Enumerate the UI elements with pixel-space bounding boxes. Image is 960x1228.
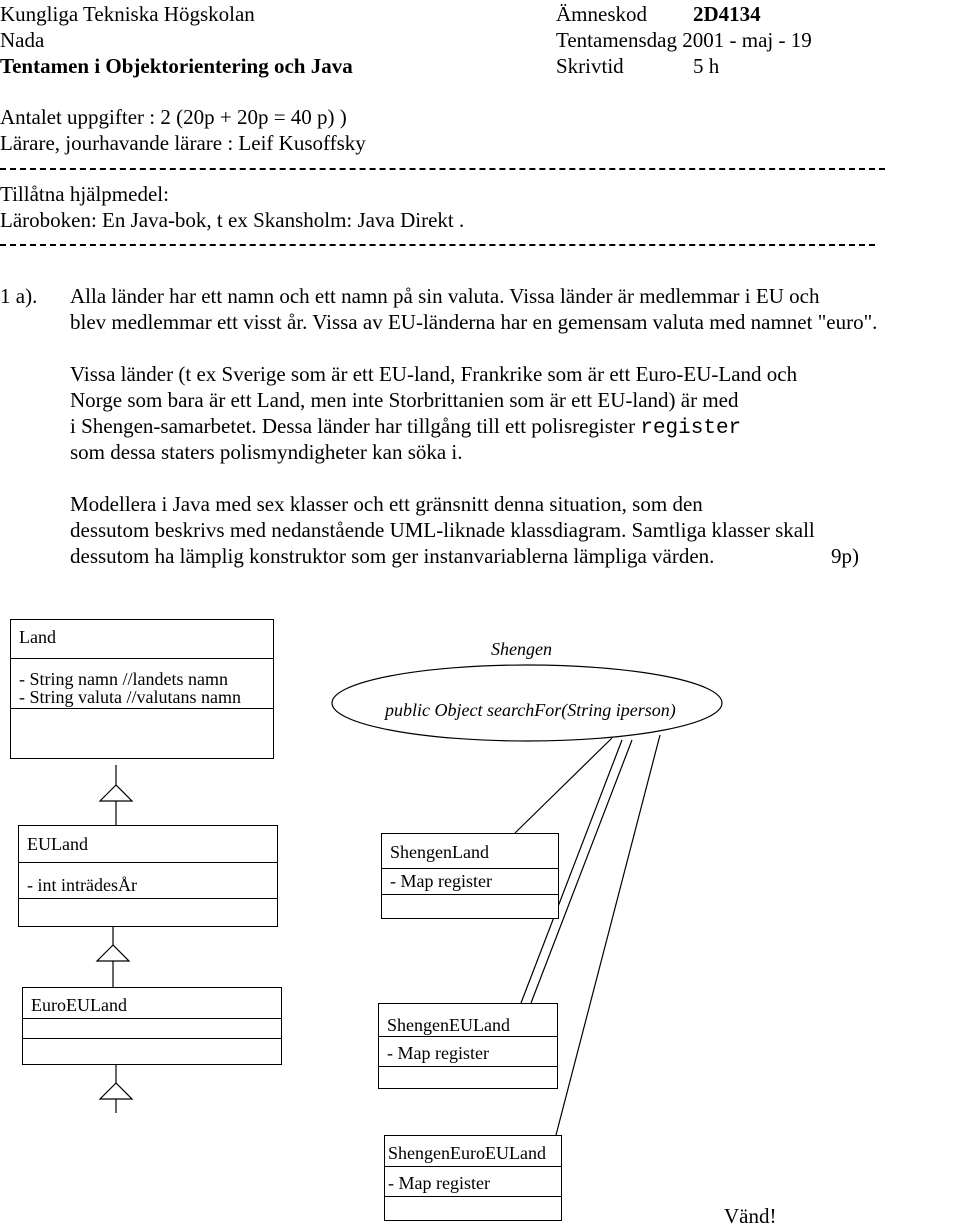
task-p2-line1: Vissa länder (t ex Sverige som är ett EU-land, Frankrike som är ett Euro-EU-Land och xyxy=(70,362,798,386)
class-shengeneuroeuland-attr: - Map register xyxy=(388,1173,490,1193)
inherit-arrow-land xyxy=(100,785,132,801)
task-p2-line4: som dessa staters polismyndigheter kan söka i. xyxy=(70,440,463,464)
interface-shengen-name: Shengen xyxy=(491,639,552,659)
class-euland xyxy=(18,825,278,927)
class-shengeneuland-attr: - Map register xyxy=(387,1043,489,1063)
class-land-attr-1: - String namn //landets namn xyxy=(19,669,228,689)
aids-text: Läroboken: En Java-bok, t ex Skansholm: Java Direkt . xyxy=(0,208,465,232)
turn-page: Vänd! xyxy=(724,1204,777,1228)
exam-date: Tentamensdag 2001 - maj - 19 xyxy=(556,28,812,52)
school-name: Kungliga Tekniska Högskolan xyxy=(0,2,255,26)
aids-label: Tillåtna hjälpmedel: xyxy=(0,182,169,206)
class-land-name: Land xyxy=(19,627,56,647)
class-euroeuland xyxy=(22,987,282,1065)
task-p2-line2: Norge som bara är ett Land, men inte Storbrittanien som är ett EU-land) är med xyxy=(70,388,739,412)
class-shengenland-attr: - Map register xyxy=(390,871,492,891)
class-shengeneuroeuland xyxy=(384,1135,562,1221)
class-euland-attr: - int inträdesÅr xyxy=(27,875,137,895)
class-euroeuland-name: EuroEULand xyxy=(31,995,127,1015)
department: Nada xyxy=(0,28,45,52)
task-number: 1 a). xyxy=(0,284,38,308)
interface-shengen-method: public Object searchFor(String iperson) xyxy=(385,700,676,720)
task-p1-line1: Alla länder har ett namn och ett namn på sin valuta. Vissa länder är medlemmar i EU och xyxy=(70,284,820,308)
impl-line-shengeneuroeuland xyxy=(556,735,660,1135)
task-p2-line3-start: i Shengen-samarbetet. xyxy=(70,414,257,438)
course-code: 2D4134 xyxy=(693,2,761,26)
task-p2-line3-text: Dessa länder har tillgång till ett polisregister xyxy=(261,414,636,438)
class-shengeneuland-name: ShengenEULand xyxy=(387,1015,510,1035)
task-p3-line2: dessutom beskrivs med nedanstående UML-liknade klassdiagram. Samtliga klasser skall xyxy=(70,518,815,542)
inherit-arrow-euroeuland xyxy=(100,1083,132,1099)
course-code-label: Ämneskod xyxy=(556,2,647,26)
teacher: Lärare, jourhavande lärare : Leif Kusoffsky xyxy=(0,131,366,155)
time-value: 5 h xyxy=(693,54,720,78)
class-shengeneuland xyxy=(378,1003,558,1089)
task-points: 9p) xyxy=(831,544,859,568)
time-label: Skrivtid xyxy=(556,54,624,78)
class-euland-name: EULand xyxy=(27,834,88,854)
class-land-attr-2: - String valuta //valutans namn xyxy=(19,687,241,707)
inherit-arrow-euland xyxy=(97,945,129,961)
task-p3-line3: dessutom ha lämplig konstruktor som ger instanvariablerna lämpliga värden. xyxy=(70,544,715,568)
exam-title: Tentamen i Objektorientering och Java xyxy=(0,54,353,78)
class-shengenland xyxy=(381,833,559,919)
register-code: register xyxy=(640,417,742,440)
task-p3-line1: Modellera i Java med sex klasser och ett gränsnitt denna situation, som den xyxy=(70,492,703,516)
class-land xyxy=(10,619,274,759)
class-shengeneuroeuland-name: ShengenEuroEULand xyxy=(388,1143,546,1163)
task-p1-line2: blev medlemmar ett visst år. Vissa av EU-länderna har en gemensam valuta med namnet "euro". xyxy=(70,310,878,334)
class-shengenland-name: ShengenLand xyxy=(390,842,489,862)
impl-line-shengenland xyxy=(515,738,612,833)
task-count: Antalet uppgifter : 2 (20p + 20p = 40 p) ) xyxy=(0,105,347,129)
